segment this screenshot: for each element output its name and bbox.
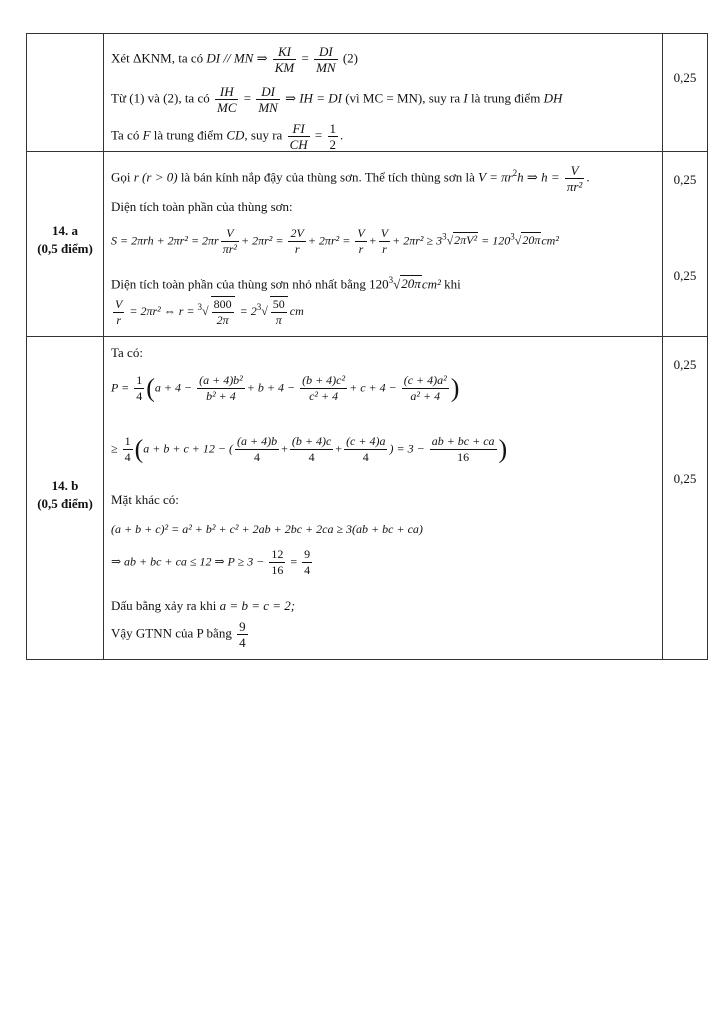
text: là trung điểm [150,127,227,143]
score: 0,25 [673,357,697,372]
math: F [142,127,151,143]
text: Xét ΔKNM, ta có [111,50,207,66]
table-row [27,152,708,337]
text: là trung điểm [467,90,544,106]
text: là bán kính nắp đậy của thùng sơn. Thể tích thùng sơn là [177,169,479,185]
score: 0,25 [673,471,697,486]
content-line: Dấu bằng xảy ra khi a = b = c = 2; [111,598,296,613]
content-line: Diện tích toàn phần của thùng sơn nhỏ nhất bằng $120^3√20\pi cm^2$ khi [111,275,461,292]
math: I [463,90,468,106]
text: Diện tích toàn phần của thùng sơn: [111,199,293,214]
content-line: Mặt khác có: [111,492,179,507]
content-line: (a + b + c)² = a² + b² + c² + 2ab + 2bc + 2ca ≥ 3(ab + bc + ca) [111,522,423,536]
content-line: ⇒ ab + bc + ca ≤ 12 ⇒ P ≥ 3 − $\frac{12}{16}$ = $\frac{9}{4}$ [111,547,311,577]
row-score-cell [663,337,708,660]
math: DH [543,90,563,106]
content-line: Gọi r (r > 0) là bán kính nắp đậy của thùng sơn. Thể tích thùng sơn là $V = \pi r^2h$ ⇒ h = $\frac{V}{\text{πr²}}$ . [111,163,590,194]
content-line: S = 2πrh + 2πr² = 2πr $\frac{V}{\text{πr²}}$ + 2πr² = $\frac{2V}{r}$ + 2πr² = $\frac{V}{r}$ + $\frac{V}{r}$ + $2\pi r^2 \ge 3^3√2\pi V^2 = 120^3√20\pi cm^2$ [111,226,559,256]
row-sub-label: (0,5 điểm) [37,496,93,511]
math: CD [226,127,245,143]
score: 0,25 [673,172,697,187]
math: r (r > 0) [133,169,178,185]
text: Từ (1) và (2), ta có [111,90,213,106]
row-label-cell [27,34,104,152]
math: = [240,90,255,106]
fraction: $\frac{FI}{CH}$ [289,121,308,152]
fraction: $\frac{DI}{MN}$ [258,84,278,115]
math: DI // MN ⇒ [206,50,271,66]
content-line: Vậy GTNN của P bằng $\frac{9}{4}$ [111,619,246,650]
content-line [111,84,562,115]
row-score-cell [663,152,708,337]
content-line: Ta có F là trung điểm CD, suy ra $\frac{FI}{CH}$ = $\frac{1}{2}$ . [111,121,344,152]
solution-table [26,33,708,660]
score: 0,25 [673,70,697,85]
table-row [27,337,708,660]
text: , suy ra [422,90,464,106]
math: ⇒ IH = DI [281,90,342,106]
score: 0,25 [673,268,697,283]
row-label: 14. b [51,478,79,493]
content-line: P = $\frac{1}{4}$ (a + 4 − $\frac{\text{(a + 4)b²}}{\text{b² + 4}}$ + b + 4 − $\frac{\text{(b + 4)c²}}{\text{c² + 4}}$ + c + 4 − $\frac{\text{(c + 4)a²}}{\text{a² + 4}}$ ) [111,373,460,403]
fraction: $\frac{V}{\text{πr²}}$ [566,163,583,194]
row-label: 14. a [52,223,78,238]
content-line [111,199,293,215]
fraction: $\frac{1}{2}$ [329,121,336,152]
row-sub-label: (0,5 điểm) [37,241,93,256]
table-row [27,34,708,152]
row-content-cell [104,337,663,660]
fraction: $\frac{KI}{KM}$ [274,44,295,75]
row-content-cell [104,34,663,152]
content-line: Ta có: [111,345,143,360]
text: Ta có [111,127,143,143]
fraction: $\frac{DI}{MN}$ [316,44,336,75]
content-line: $\frac{V}{r}$ = 2πr² ⇔ r = $^3$√ $\frac{800}{2\pi}$ = $2^3√$ $\frac{50}{\pi}$ cm [115,296,304,327]
content-line: ≥ $\frac{1}{4}$ (a + b + c + 12 − ( $\frac{(a + 4)b}{4}$ + $\frac{(b + 4)c}{4}$ + $\frac{(c + 4)a}{4}$ ) = 3 − $\frac{ab + bc + ca}{16}$ ) [111,434,508,464]
text: , suy ra [244,127,286,143]
math: = [298,50,313,66]
row-label-cell [27,152,104,337]
fraction: $\frac{IH}{MC}$ [216,84,237,115]
row-score-cell [663,34,708,152]
row-content-cell [104,152,663,337]
text: (2) [339,50,358,66]
text: (vì MC = MN) [341,90,423,106]
content-line [111,44,358,75]
row-label-cell [27,337,104,660]
